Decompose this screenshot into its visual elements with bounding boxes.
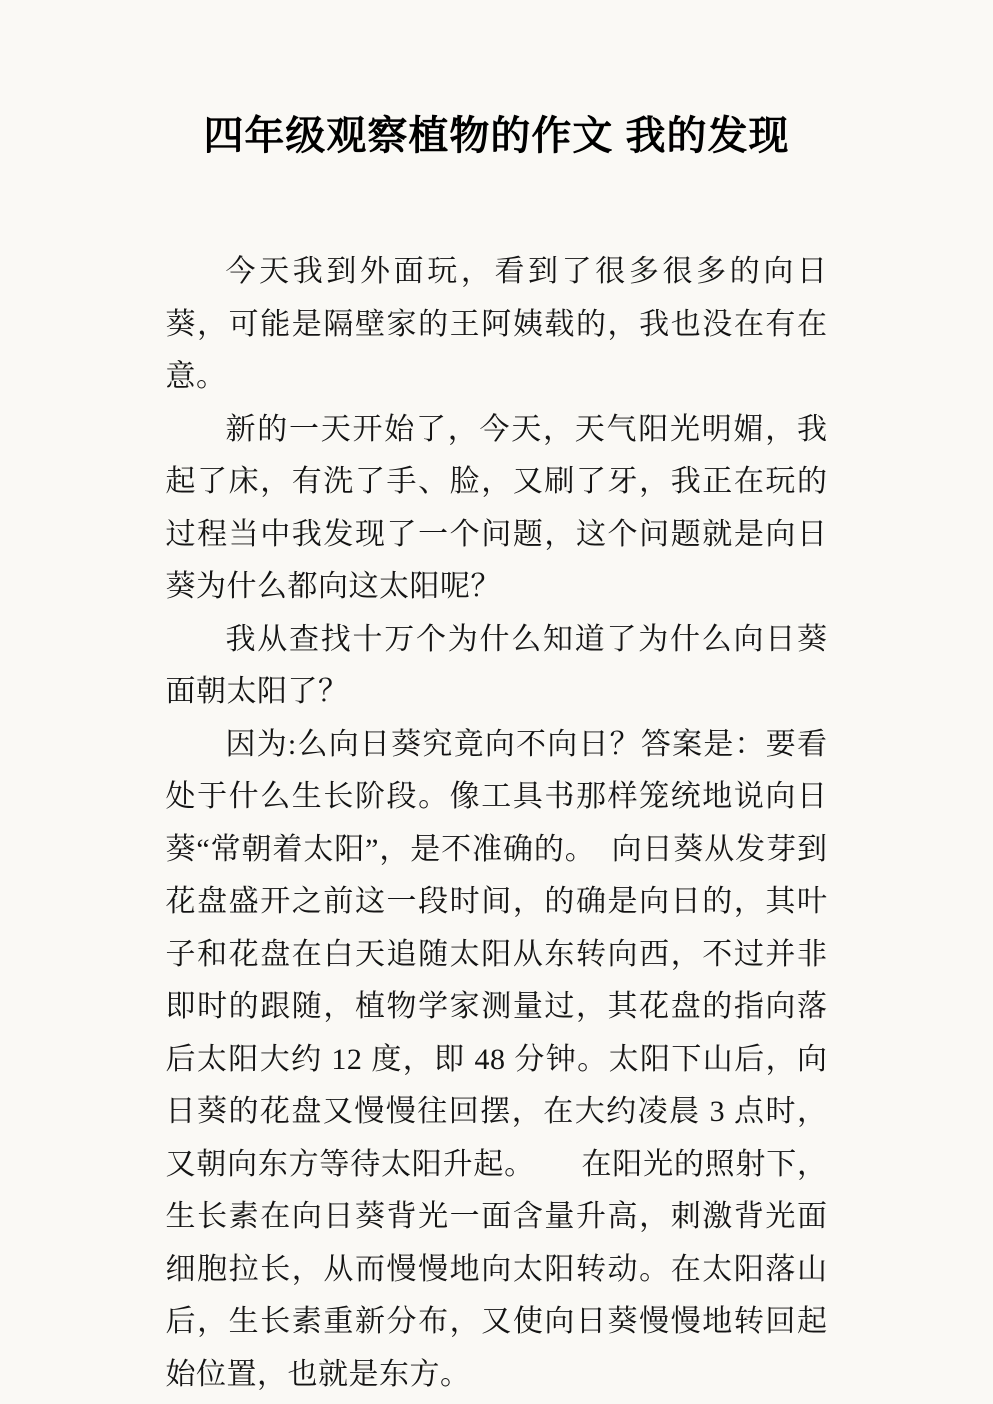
body-paragraph: 因为:么向日葵究竟向不向日？答案是：要看处于什么生长阶段。像工具书那样笼统地说向日葵“常朝着太阳”，是不准确的。 向日葵从发芽到花盘盛开之前这一段时间，的确是向日的，其叶子和花盘在白天追随太阳从东转向西，不过并非即时的跟随，植物学家测量过，其花盘的指向落后太阳大约 12 度，即 48 分钟。太阳下山后，向日葵的花盘又慢慢往回摆，在大约凌晨 3 点时，又朝向东方等待太阳升起。 在阳光的照射下，生长素在向日葵背光一面含量升高，刺激背光面细胞拉长，从而慢慢地向太阳转动。在太阳落山后，生长素重新分布，又使向日葵慢慢地转回起始位置，也就是东方。: [165, 727, 828, 1391]
body-paragraph: 今天我到外面玩，看到了很多很多的向日葵，可能是隔壁家的王阿姨载的，我也没在有在意。: [165, 255, 828, 393]
body-paragraph: 我从查找十万个为什么知道了为什么向日葵面朝太阳了？: [165, 622, 828, 708]
document-title: 四年级观察植物的作文 我的发现: [203, 114, 790, 158]
document-body: [166, 246, 828, 1401]
document-page: [166, 0, 828, 1401]
body-paragraph: 新的一天开始了，今天，天气阳光明媚，我起了床，有洗了手、脸，又刷了牙，我正在玩的过程当中我发现了一个问题，这个问题就是向日葵为什么都向这太阳呢？: [165, 412, 828, 603]
